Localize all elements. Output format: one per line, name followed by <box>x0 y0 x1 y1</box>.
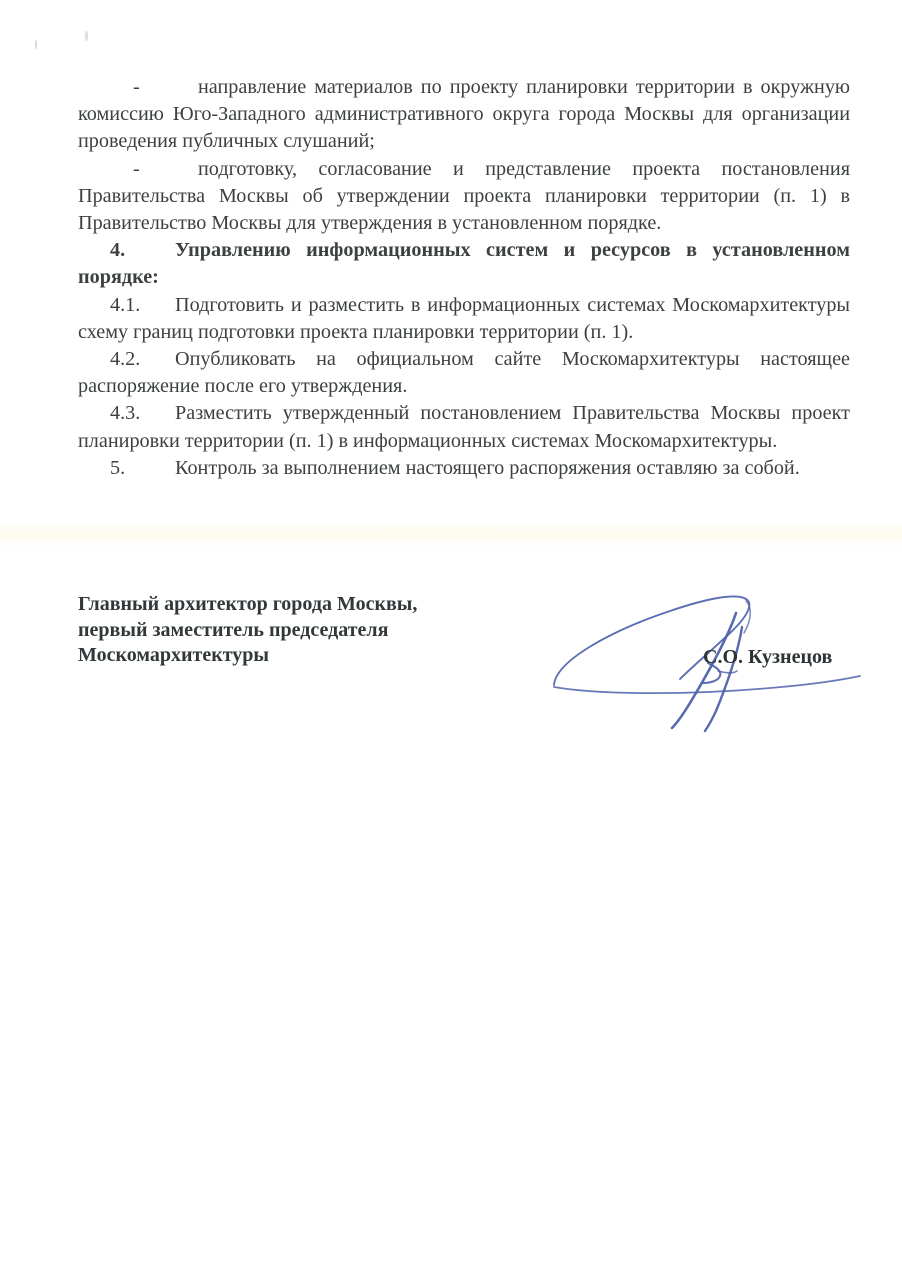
paragraph-marker: 4.2. <box>110 348 141 371</box>
paragraph-item-4-3 <box>78 400 856 454</box>
paragraph-marker: - <box>133 76 140 98</box>
paragraph-text: подготовку, согласование и представление проекта постановления Правительства Москвы об утверждении проекта планировки территории (п. 1) в Правительство Москвы для утверждения в установленном порядке. <box>78 157 856 235</box>
signature-title-line-2: первый заместитель председателя <box>78 618 389 641</box>
paragraph-bullet-2 <box>78 156 856 238</box>
paragraph-text: Управлению информационных систем и ресурсов в установленном порядке: <box>78 239 856 289</box>
scan-artifact-speck <box>35 40 37 49</box>
paragraph-marker: - <box>133 157 140 180</box>
scan-band-artifact <box>0 522 902 548</box>
paragraph-item-5 <box>78 455 850 482</box>
scan-artifact-speck <box>85 31 88 41</box>
signature-title-block <box>78 592 478 669</box>
signer-name: С.О. Кузнецов <box>703 646 833 668</box>
signature-title-line-1: Главный архитектор города Москвы, <box>78 593 418 615</box>
paragraph-marker: 4.3. <box>110 402 141 425</box>
paragraph-marker: 5. <box>110 456 126 479</box>
document-body <box>78 74 856 482</box>
paragraph-bullet-1 <box>78 74 856 156</box>
paragraph-marker: 4. <box>110 239 126 262</box>
paragraph-item-4 <box>78 237 856 291</box>
paragraph-item-4-2 <box>78 346 856 400</box>
paragraph-text: Опубликовать на официальном сайте Москомархитектуры настоящее распоряжение после его утверждения. <box>78 348 856 398</box>
paragraph-text: Разместить утвержденный постановлением Правительства Москвы проект планировки территории (п. 1) в информационных системах Москомархитектуры. <box>78 402 856 452</box>
paragraph-marker: 4.1. <box>110 293 141 316</box>
paragraph-text: направление материалов по проекту планировки территории в окружную комиссию Юго-Западного административного округа города Москвы для организации проведения публичных слушаний; <box>78 76 856 153</box>
paragraph-text: Контроль за выполнением настоящего распоряжения оставляю за собой. <box>175 456 800 479</box>
signature-title-line-3: Москомархитектуры <box>78 644 270 666</box>
paragraph-item-4-1 <box>78 292 856 346</box>
paragraph-text: Подготовить и разместить в информационных системах Москомархитектуры схему границ подготовки проекта планировки территории (п. 1). <box>78 293 856 343</box>
